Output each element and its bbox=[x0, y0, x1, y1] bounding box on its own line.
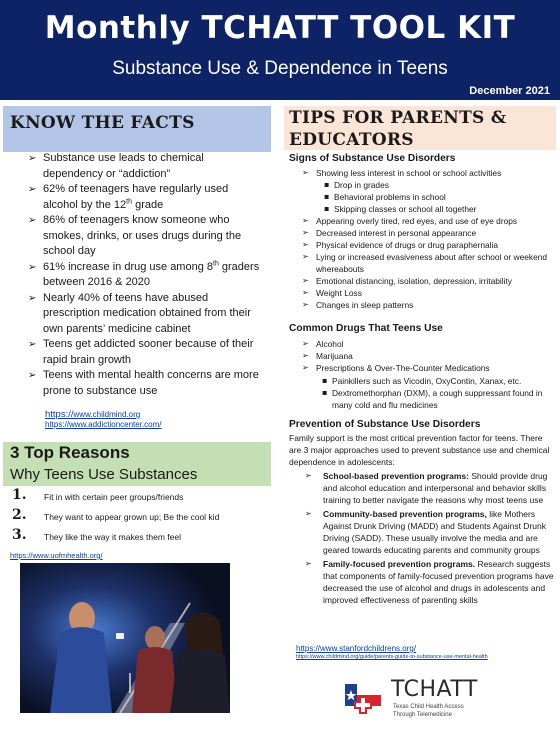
prevention-item: ➢ Family-focused prevention programs. Research suggests that components of family-focused prevention programs have decreased the use of alcohol and drugs in adolescents and improved effectiveness of parenting skills bbox=[305, 558, 555, 606]
sign-item: ➢ Weight Loss bbox=[302, 287, 554, 299]
texas-flag-icon bbox=[343, 676, 387, 720]
tips-heading-box bbox=[284, 106, 556, 150]
reasons-list bbox=[12, 487, 272, 550]
reason-item bbox=[12, 527, 272, 550]
page-title: Monthly TCHATT TOOL KIT bbox=[44, 10, 516, 46]
drug-item: ➢ Prescriptions & Over-The-Counter Medications ▪ Painkillers such as Vicodin, OxyContin, Xanax, etc. ▪ Dextromethorphan (DXM), a cough suppressant found in many cold and flu medicines bbox=[302, 362, 554, 411]
addictioncenter-link[interactable]: https://www.addictioncenter.com/ bbox=[45, 420, 162, 429]
sign-item: ➢ Decreased interest in personal appearance bbox=[302, 227, 554, 239]
prevention-intro: Family support is the most critical prevention factor for teens. There are 3 major approaches used to prevent substance use and chemical dependence in adolescents: bbox=[289, 433, 550, 467]
reason-text: They want to appear grown up; Be the cool kid bbox=[44, 512, 220, 522]
fact-item: ➢ Nearly 40% of teens have abused prescription medication obtained from their own parents’ medicine cabinet bbox=[28, 291, 266, 338]
prevention-item: ➢ Community-based prevention programs, like Mothers Against Drunk Driving (MADD) and Students Against Drunk Driving (SADD). These usually involve the media and are geared towards educating parents and community groups bbox=[305, 508, 555, 556]
issue-date: December 2021 bbox=[469, 85, 550, 97]
sign-subitem: ▪ Skipping classes or school all together bbox=[324, 203, 554, 215]
reasons-heading: 3 Top Reasons bbox=[10, 443, 130, 462]
facts-list bbox=[28, 151, 266, 399]
reasons-source bbox=[10, 551, 103, 560]
sign-subitem: ▪ Behavioral problems in school bbox=[324, 191, 554, 203]
sign-item: ➢ Appearing overly tired, red eyes, and use of eye drops bbox=[302, 215, 554, 227]
fact-item: ➢ Substance use leads to chemical dependency or “addiction” bbox=[28, 151, 266, 182]
prevention-item: ➢ School-based prevention programs: Should provide drug and alcohol education and interpersonal and behavior skills training to better navigate the reasons why most teens use bbox=[305, 470, 555, 506]
signs-sublist bbox=[324, 179, 554, 215]
reason-item bbox=[12, 507, 272, 530]
uofmhealth-link[interactable]: https://www.uofmhealth.org/ bbox=[10, 551, 103, 560]
logo-tagline: Texas Child Health Access Through Telemedicine bbox=[393, 704, 464, 718]
reason-text: They like the way it makes them feel bbox=[44, 532, 182, 542]
reasons-heading-box bbox=[3, 442, 271, 486]
page-subtitle: Substance Use & Dependence in Teens bbox=[112, 58, 448, 79]
drug-subitem: ▪ Painkillers such as Vicodin, OxyContin, Xanax, etc. bbox=[322, 375, 554, 387]
logo-wordmark: TCHATT bbox=[391, 677, 478, 702]
reason-number: 2. bbox=[12, 507, 27, 523]
facts-heading: KNOW THE FACTS bbox=[10, 113, 195, 133]
childmind-guide-link[interactable]: https://www.childmind.org/guide/parents-guide-to-substance-use-mental-health bbox=[296, 654, 488, 660]
drug-item: ➢ Alcohol bbox=[302, 338, 554, 350]
signs-list bbox=[302, 167, 554, 311]
facts-sources bbox=[45, 410, 162, 430]
facts-heading-box bbox=[3, 106, 271, 152]
drugs-heading: Common Drugs That Teens Use bbox=[289, 323, 443, 334]
reason-number: 3. bbox=[12, 527, 27, 543]
sign-item: ➢ Lying or increased evasiveness about after school or weekend whereabouts bbox=[302, 251, 554, 275]
drugs-sublist bbox=[322, 375, 554, 411]
tips-heading: TIPS FOR PARENTS & EDUCATORS bbox=[289, 108, 507, 150]
teens-photo bbox=[20, 563, 230, 713]
fact-item: ➢ 62% of teenagers have regularly used alcohol by the 12th grade bbox=[28, 182, 266, 213]
fact-item: ➢ 86% of teenagers know someone who smokes, drinks, or uses drugs during the school day bbox=[28, 213, 266, 260]
tips-sources bbox=[296, 644, 488, 662]
fact-item: ➢ 61% increase in drug use among 8th graders between 2016 & 2020 bbox=[28, 260, 266, 291]
reason-text: Fit in with certain peer groups/friends bbox=[44, 492, 184, 502]
sign-item: ➢ Emotional distancing, isolation, depression, irritability bbox=[302, 275, 554, 287]
prevention-heading: Prevention of Substance Use Disorders bbox=[289, 419, 481, 430]
signs-heading: Signs of Substance Use Disorders bbox=[289, 153, 456, 164]
sign-item: ➢ Changes in sleep patterns bbox=[302, 299, 554, 311]
reasons-subheading: Why Teens Use Substances bbox=[10, 466, 198, 483]
stanfordchildrens-link[interactable]: https://www.stanfordchildrens.org/ bbox=[296, 644, 417, 653]
prevention-list bbox=[305, 470, 555, 608]
sign-item: ➢ Showing less interest in school or school activities ▪ Drop in grades ▪ Behavioral problems in school ▪ Skipping classes or school all together bbox=[302, 167, 554, 215]
tchatt-logo bbox=[343, 674, 523, 724]
sign-item: ➢ Physical evidence of drugs or drug paraphernalia bbox=[302, 239, 554, 251]
reason-item bbox=[12, 487, 272, 510]
fact-item: ➢ Teens with mental health concerns are more prone to substance use bbox=[28, 368, 266, 399]
childmind-link[interactable]: https://www.childmind.org bbox=[45, 409, 141, 420]
drug-subitem: ▪ Dextromethorphan (DXM), a cough suppressant found in many cold and flu medicines bbox=[322, 387, 554, 411]
sign-subitem: ▪ Drop in grades bbox=[324, 179, 554, 191]
reason-number: 1. bbox=[12, 487, 27, 503]
drug-item: ➢ Marijuana bbox=[302, 350, 554, 362]
drugs-list bbox=[302, 338, 554, 411]
header-banner bbox=[0, 0, 560, 103]
fact-item: ➢ Teens get addicted sooner because of their rapid brain growth bbox=[28, 337, 266, 368]
